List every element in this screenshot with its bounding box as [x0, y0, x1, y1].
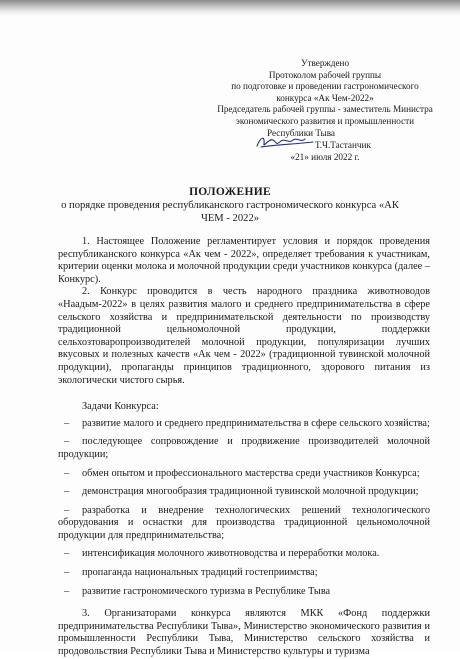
task-item: – развитие гастрономического туризма в Республике Тыва: [64, 585, 331, 597]
document-subtitle: о порядке проведения республиканского гастрономического конкурса «АК ЧЕМ - 2022»: [61, 200, 399, 224]
paragraph-1: 1. Настоящее Положение регламентирует условия и порядок проведения республиканского конкурса «Ак чем - 2022», определяет требования к участникам, критерии оценки молока и молочной продукции среди участников конкурса (далее – Конкурс).: [58, 236, 430, 285]
approval-line: Председатель рабочей группы - заместитель Министра: [217, 104, 433, 115]
task-item: – демонстрация многообразия традиционной тувинской молочной продукции;: [64, 486, 419, 498]
scan-shadow-edge: [0, 0, 460, 16]
task-item: – пропаганда национальных традиций гостеприимства;: [64, 567, 318, 579]
document-body: [58, 236, 430, 659]
approval-signer: Т.Ч.Тастанчик: [315, 139, 371, 150]
approval-line: экономического развития и промышленности: [235, 115, 415, 126]
task-item: – обмен опытом и профессионального мастерства среди участников Конкурса;: [64, 467, 420, 479]
approval-republic: Республики Тыва: [267, 127, 336, 138]
handwritten-signature: [255, 132, 315, 150]
tasks-heading: Задачи Конкурса:: [82, 401, 159, 413]
approval-line: по подготовке и проведении гастрономического: [231, 81, 419, 92]
approval-line: Утверждено: [300, 58, 350, 68]
paragraph-2: 2. Конкурс проводится в честь народного праздника животноводов «Наадым-2022» в целях развития малого и среднего предпринимательства в сфере сельского хозяйства и предпринимательской деятельности по производству традиционной цельномолочной продукции, поддержки сельхозтоваропроизводителей молочной продукции, популяризации лучших вкусовых и полезных качеств «Ак чем - 2022» (традиционной тувинской молочной продукции), пропаганды принципов традиционного, здорового питания из экологически чистого сырья.: [58, 286, 430, 386]
approval-line: конкурса «Ак Чем-2022»: [276, 92, 374, 103]
task-item: – разработка и внедрение технологических решений технологического оборудования и оснастки для производства традиционной цельномолочной продукции для предпринимательства;: [58, 504, 430, 541]
approval-line: Протоколом рабочей группы: [268, 69, 382, 80]
paragraph-3: 3. Организаторами конкурса являются МКК «Фонд поддержки предпринимательства Республики Тыва», Министерство экономического развития и промышленности Республики Тыва, Министерство сельского хозяйства и продовольствия Республики Тыва и Министерство культуры и туризма: [58, 608, 430, 658]
task-item: – развитие малого и среднего предпринимательства в сфере сельского хозяйства;: [64, 417, 430, 429]
approval-date: «21» июля 2022 г.: [290, 151, 360, 162]
signature-row: [205, 128, 445, 152]
task-item: – интенсификация молочного животноводства и переработки молока.: [64, 548, 380, 560]
approval-block: [205, 58, 445, 163]
document-title: ПОЛОЖЕНИЕ: [189, 186, 271, 198]
tasks-list: [58, 418, 430, 599]
task-item: – последующее сопровождение и продвижение производителей молочной продукции;: [58, 436, 430, 460]
